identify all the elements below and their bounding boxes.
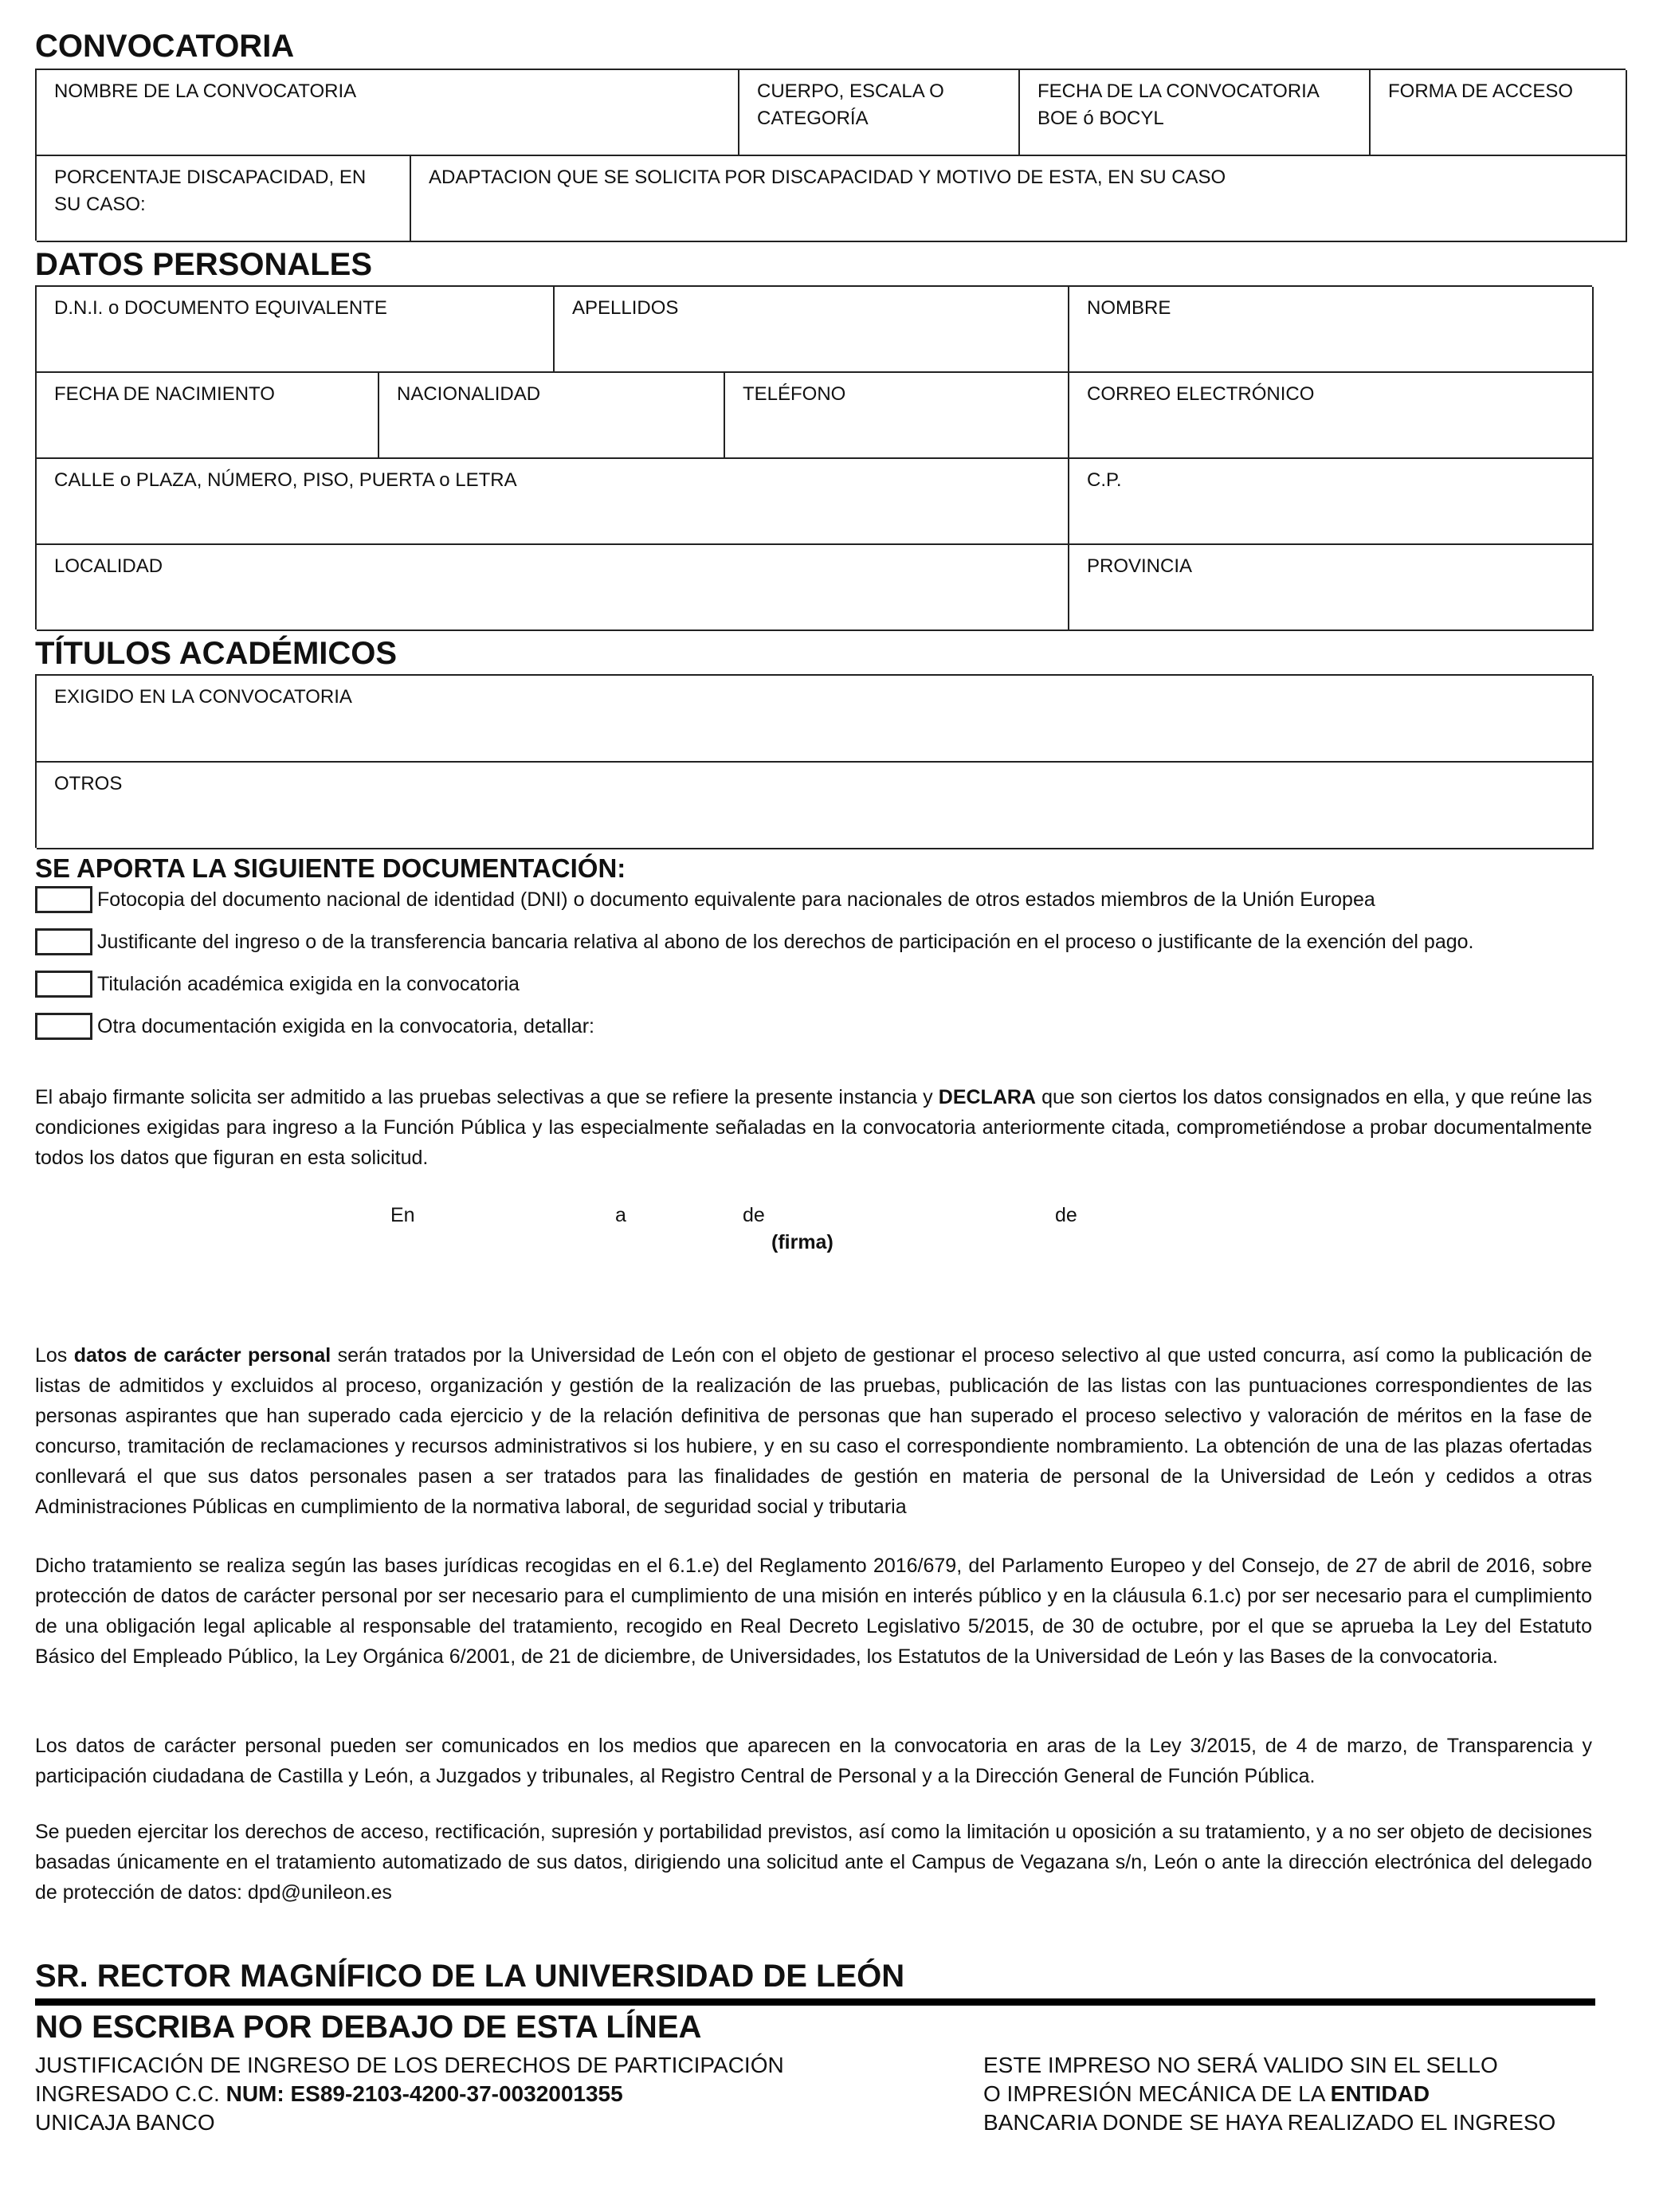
section-title-titulos: TÍTULOS ACADÉMICOS <box>35 636 398 671</box>
footer-validez-2: O IMPRESIÓN MECÁNICA DE LA ENTIDAD <box>983 2081 1430 2106</box>
field-porcentaje-discapacidad[interactable]: PORCENTAJE DISCAPACIDAD, EN SU CASO: <box>37 156 411 242</box>
checkbox-label-dni: Fotocopia del documento nacional de identidad (DNI) o documento equivalente para nacionales de otros estados miembros de la Unión Europea <box>97 888 1375 911</box>
field-nombre[interactable]: NOMBRE <box>1069 287 1594 373</box>
checkbox-dni[interactable] <box>35 886 92 913</box>
privacy-paragraph-1: Los datos de carácter personal serán tratados por la Universidad de León con el objeto de gestionar el proceso selectivo al que usted concurra, así como la publicación de listas de admitidos y excluidos al proceso, organización y gestión de la realización de las pruebas, publicación de las listas con las puntuaciones correspondientes de las personas aspirantes que han superado cada ejercicio y de la relación definitiva de personas que han superado el proceso selectivo y valoración de méritos en la fase de concurso, tramitación de reclamaciones y recursos administrativos si los hubiere, y en su caso el correspondiente nombramiento. La obtención de una de las plazas ofertadas conllevará el que sus datos personales pasen a ser tratados para las finalidades de gestión en materia de personal de la Universidad de León y cedidos a otras Administraciones Públicas en cumplimiento de la normativa laboral, de seguridad social y tributaria <box>35 1344 1592 1518</box>
field-adaptacion[interactable]: ADAPTACION QUE SE SOLICITA POR DISCAPACIDAD Y MOTIVO DE ESTA, EN SU CASO <box>411 156 1627 242</box>
checkbox-label-otra-documentacion: Otra documentación exigida en la convocatoria, detallar: <box>97 1015 594 1037</box>
divider-line <box>35 1998 1595 2006</box>
field-dni[interactable]: D.N.I. o DOCUMENTO EQUIVALENTE <box>37 287 555 373</box>
section-title-convocatoria: CONVOCATORIA <box>35 29 295 64</box>
checkbox-titulacion[interactable] <box>35 971 92 998</box>
recipient-title: SR. RECTOR MAGNÍFICO DE LA UNIVERSIDAD DE LEÓN <box>35 1959 905 1994</box>
titulos-table <box>35 674 1592 848</box>
signature-label: (firma) <box>771 1231 834 1253</box>
section-title-documentacion: SE APORTA LA SIGUIENTE DOCUMENTACIÓN: <box>35 853 626 883</box>
privacy-paragraph-3: Los datos de carácter personal pueden ser comunicados en los medios que aparecen en la convocatoria en aras de la Ley 3/2015, de 4 de marzo, de Transparencia y participación ciudadana de Castilla y León, a Juzgados y tribunales, al Registro Central de Personal y a la Dirección General de Función Pública. <box>35 1735 1592 1787</box>
account-number: NUM: ES89-2103-4200-37-0032001355 <box>226 2081 623 2106</box>
privacy-paragraph-4: Se pueden ejercitar los derechos de acceso, rectificación, supresión y portabilidad previstos, así como la limitación u oposición a su tratamiento, y a no ser objeto de decisiones basadas únicamente en el tratamiento automatizado de sus datos, dirigiendo una solicitud ante el Campus de Vegazana s/n, León o ante la dirección electrónica del delegado de protección de datos: dpd@unileon.es <box>35 1821 1592 1904</box>
field-nombre-convocatoria[interactable]: NOMBRE DE LA CONVOCATORIA <box>37 70 739 156</box>
convocatoria-table <box>35 69 1626 241</box>
footer-cuenta: INGRESADO C.C. NUM: ES89-2103-4200-37-0032001355 <box>35 2081 623 2106</box>
field-telefono[interactable]: TELÉFONO <box>725 373 1069 459</box>
field-forma-acceso[interactable]: FORMA DE ACCESO <box>1371 70 1627 156</box>
month-label: de <box>743 1204 765 1226</box>
checkbox-label-justificante: Justificante del ingreso o de la transferencia bancaria relativa al abono de los derechos de participación en el proceso o justificante de la exención del pago. <box>97 931 1474 953</box>
field-fecha-nacimiento[interactable]: FECHA DE NACIMIENTO <box>37 373 379 459</box>
field-titulo-exigido[interactable]: EXIGIDO EN LA CONVOCATORIA <box>37 676 1594 763</box>
field-titulo-otros[interactable]: OTROS <box>37 763 1594 849</box>
field-cuerpo-escala[interactable]: CUERPO, ESCALA O CATEGORÍA <box>739 70 1020 156</box>
datos-personales-table <box>35 285 1592 629</box>
footer-banco: UNICAJA BANCO <box>35 2110 215 2135</box>
section-title-datos-personales: DATOS PERSONALES <box>35 247 373 282</box>
privacy-paragraph-2: Dicho tratamiento se realiza según las bases jurídicas recogidas en el 6.1.e) del Reglamento 2016/679, del Parlamento Europeo y del Consejo, de 27 de abril de 2016, sobre protección de datos de carácter personal por ser necesario para el cumplimiento de una misión en interés público y en la cláusula 6.1.c) por ser necesario para el cumplimiento de una obligación legal aplicable al responsable del tratamiento, recogido en Real Decreto Legislativo 5/2015, de 30 de octubre, por el que se aprueba la Ley del Estatuto Básico del Empleado Público, la Ley Orgánica 6/2001, de 21 de diciembre, de Universidades, los Estatutos de la Universidad de León y las Bases de la convocatoria. <box>35 1555 1592 1668</box>
field-fecha-convocatoria[interactable]: FECHA DE LA CONVOCATORIA BOE ó BOCYL <box>1020 70 1371 156</box>
footer-validez-1: ESTE IMPRESO NO SERÁ VALIDO SIN EL SELLO <box>983 2053 1498 2077</box>
declara-keyword: DECLARA <box>938 1086 1036 1108</box>
year-label: de <box>1055 1204 1077 1226</box>
field-nacionalidad[interactable]: NACIONALIDAD <box>379 373 725 459</box>
checkbox-justificante[interactable] <box>35 928 92 955</box>
footer-justificacion: JUSTIFICACIÓN DE INGRESO DE LOS DERECHOS DE PARTICIPACIÓN <box>35 2053 784 2077</box>
field-correo[interactable]: CORREO ELECTRÓNICO <box>1069 373 1594 459</box>
footer-title: NO ESCRIBA POR DEBAJO DE ESTA LÍNEA <box>35 2010 702 2045</box>
day-label: a <box>615 1204 626 1226</box>
field-cp[interactable]: C.P. <box>1069 459 1594 545</box>
place-label: En <box>390 1204 415 1226</box>
field-apellidos[interactable]: APELLIDOS <box>555 287 1069 373</box>
footer-validez-3: BANCARIA DONDE SE HAYA REALIZADO EL INGRESO <box>983 2110 1556 2135</box>
field-provincia[interactable]: PROVINCIA <box>1069 545 1594 631</box>
field-localidad[interactable]: LOCALIDAD <box>37 545 1069 631</box>
field-calle[interactable]: CALLE o PLAZA, NÚMERO, PISO, PUERTA o LETRA <box>37 459 1069 545</box>
declaration-paragraph: El abajo firmante solicita ser admitido a las pruebas selectivas a que se refiere la presente instancia y DECLARA que son ciertos los datos consignados en ella, y que reúne las condiciones exigidas para ingreso a la Función Pública y las especialmente señaladas en la convocatoria anteriormente citada, comprometiéndose a probar documentalmente todos los datos que figuran en esta solicitud. <box>35 1086 1593 1169</box>
checkbox-label-titulacion: Titulación académica exigida en la convocatoria <box>97 973 520 995</box>
checkbox-otra-documentacion[interactable] <box>35 1013 92 1040</box>
